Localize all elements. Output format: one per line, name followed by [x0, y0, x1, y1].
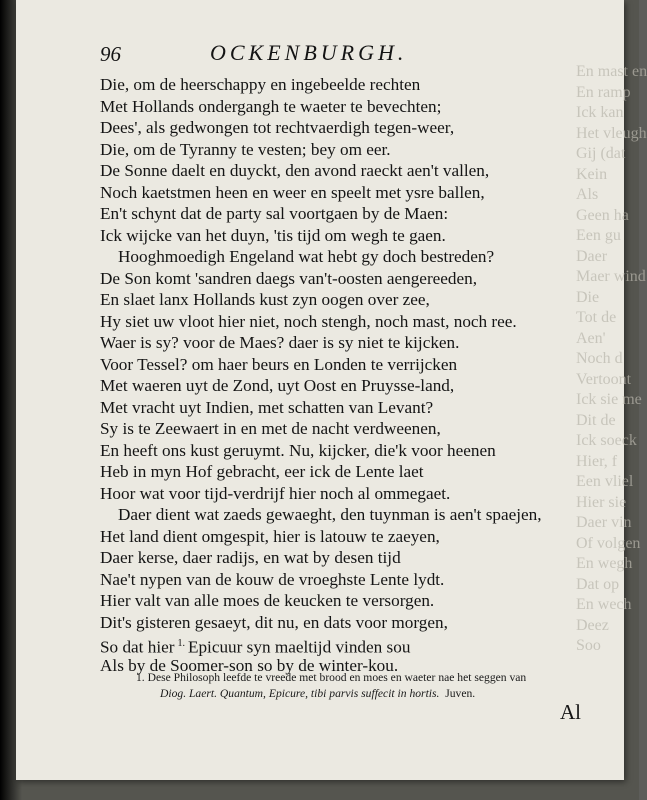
footnote-line [136, 670, 566, 686]
poem-line: De Sonne daelt en duyckt, den avond raeckt aen't vallen, [100, 161, 490, 180]
poem-line: Hy siet uw vloot hier niet, noch stengh, noch mast, noch ree. [100, 311, 517, 331]
bleed-line: Of volgen [576, 534, 641, 552]
poem-line: Voor Tessel? om haer beurs en Londen te verrijcken [100, 354, 458, 374]
poem-line: Het land dient omgespit, hier is latouw te zaeyen, [100, 526, 440, 546]
running-title: OCKENBURGH. [210, 40, 408, 65]
poem-text [100, 74, 600, 676]
poem-line: Daer kerse, daer radijs, en wat by desen tijd [100, 548, 401, 567]
bleed-line: En ramp [576, 83, 631, 101]
poem-line: Die, om de Tyranny te vesten; bey om eer. [100, 139, 391, 159]
bleed-line: Een vliel [576, 473, 634, 490]
footnote-quote: Diog. Laert. Quantum, Epicure, tibi parvis suffecit in hortis. [160, 687, 440, 700]
bleed-line: En mast en [576, 63, 647, 80]
footnote-source: Juven. [445, 687, 476, 700]
poem-line: Dees', als gedwongen tot rechtvaerdigh tegen-weer, [100, 118, 455, 137]
poem-line: Met Hollands ondergangh te waeter te bevechten; [100, 96, 442, 116]
poem-line: Als by de Soomer-son so by de winter-kou. [100, 655, 399, 675]
poem-line: Waer is sy? voor de Maes? daer is sy niet te kijcken. [100, 333, 460, 352]
bleed-line: Noch d [576, 350, 623, 367]
bleed-line: Aen' [576, 329, 606, 347]
bleed-line: Die [576, 288, 600, 306]
poem-line: En heeft ons kust geruymt. Nu, kijcker, die'k voor heenen [100, 440, 496, 460]
bleed-line: En wegh [576, 555, 633, 572]
poem-line: Nae't nypen van de kouw de vroeghste Lente lydt. [100, 569, 445, 589]
poem-line: Noch kaetstmen heen en weer en speelt met ysre ballen, [100, 182, 485, 202]
bleed-line: Als [576, 186, 599, 203]
bleed-line: Tot de [576, 309, 617, 326]
running-header [100, 40, 520, 68]
signature-mark: Al [560, 700, 581, 724]
bleed-line: Ick sie me [576, 391, 642, 408]
poem-line: Hier valt van alle moes de keucken te versorgen. [100, 591, 435, 610]
poem-line: Hooghmoedigh Engeland wat hebt gy doch bestreden? [118, 247, 495, 266]
footnote-text: Dese Philosoph leefde te vreede met brood en moes en waeter nae het seggen van [147, 671, 527, 684]
footnote-line [136, 686, 566, 702]
poem-line-part: Epicuur syn maeltijd vinden sou [187, 637, 411, 657]
poem-line: Ick wijcke van het duyn, 'tis tijd om wegh te gaen. [100, 225, 446, 245]
poem-line: Met vracht uyt Indien, met schatten van Levant? [100, 397, 434, 417]
footnote-marker: 1. [177, 638, 185, 649]
bleed-line: Maer wind [576, 268, 646, 285]
bleed-line: Soo [576, 637, 601, 654]
poem-line-part: So dat hier [100, 637, 175, 657]
bleed-line: Ick soeck [576, 432, 637, 449]
poem-line: De Son komt 'sandren daegs van't-oosten aengereeden, [100, 268, 478, 288]
bleed-line: Daer vin [576, 514, 632, 531]
poem-line: Sy is te Zeewaert in en met de nacht verdweenen, [100, 419, 441, 438]
bleed-line: Hier sie [576, 493, 627, 511]
bleed-line: Gij (dat [576, 145, 626, 162]
poem-line: Die, om de heerschappy en ingebeelde rechten [100, 75, 421, 94]
bleed-line: En wech [576, 596, 632, 613]
bleed-line: Ick kan [576, 104, 624, 121]
bleed-line: Het vleugh [576, 124, 647, 142]
poem-line: En't schynt dat de party sal voortgaen by de Maen: [100, 204, 449, 223]
bleed-line: Vertoont [576, 370, 632, 388]
bleed-line: Deez [576, 616, 609, 634]
bleed-line: Een gu [576, 227, 621, 244]
poem-line-with-footnote [100, 633, 600, 655]
poem-line: Met waeren uyt de Zond, uyt Oost en Pruysse-land, [100, 376, 455, 395]
poem-line: Daer dient wat zaeds gewaeght, den tuynman is aen't spaejen, [118, 505, 542, 524]
page-number: 96 [100, 42, 121, 66]
footnote [136, 670, 566, 702]
bleed-line: Dit de [576, 411, 616, 429]
poem-line: Hoor wat voor tijd-verdrijf hier noch al ommegaet. [100, 483, 451, 503]
poem-line: Heb in myn Hof gebracht, eer ick de Lente laet [100, 462, 424, 481]
footnote-number: 1. [136, 671, 145, 684]
bleed-line: Kein [576, 165, 608, 183]
bleed-line: Hier, f [576, 452, 618, 470]
bleed-line: Geen ha [576, 206, 629, 224]
bleed-line: Dat op [576, 575, 620, 593]
bleed-line: Daer [576, 247, 608, 265]
poem-line: Dit's gisteren gesaeyt, dit nu, en dats voor morgen, [100, 612, 448, 632]
poem-line: En slaet lanx Hollands kust zyn oogen over zee, [100, 290, 430, 309]
